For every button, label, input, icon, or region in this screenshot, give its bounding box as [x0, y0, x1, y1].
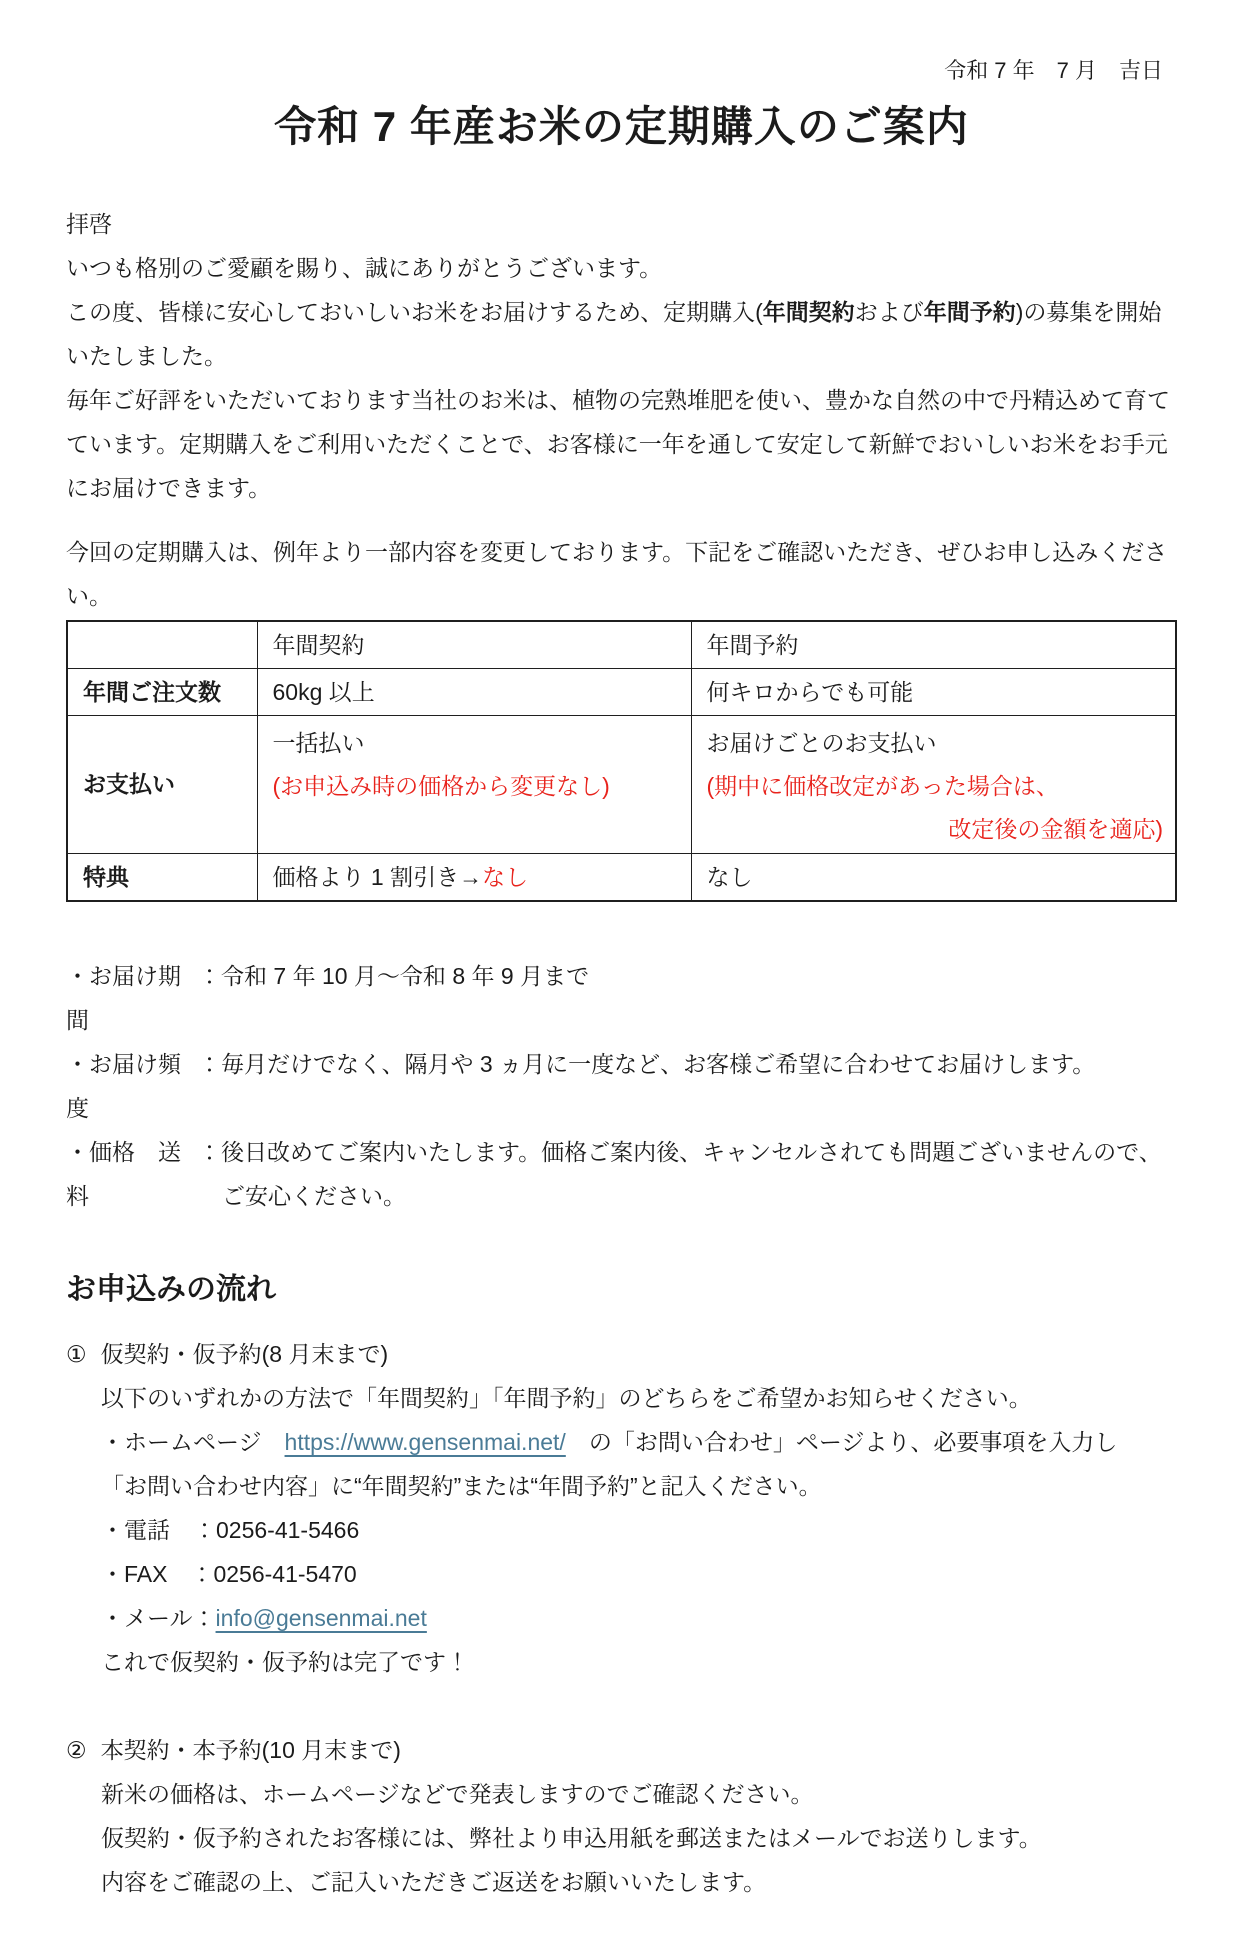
annual-reservation-bold: 年間予約	[923, 299, 1016, 325]
order-quantity-contract: 60kg 以上	[257, 669, 691, 716]
step2-body	[101, 1772, 1177, 1904]
price-shipping-text-wrap	[198, 1130, 1177, 1218]
benefit-contract-plain: 価格より 1 割引き→	[272, 864, 483, 890]
greeting-line-3: 毎年ご好評をいただいております当社のお米は、植物の完熟堆肥を使い、豊かな自然の中で丹精込めて育てています。定期購入をご利用いただくことで、お客様に一年を通して安定して新鮮でおいしいお米をお手元にお届けできます。	[66, 387, 1170, 501]
order-quantity-reservation: 何キロからでも可能	[691, 669, 1176, 716]
delivery-details-section	[66, 954, 1177, 1218]
payment-label: お支払い	[67, 716, 257, 854]
step1-title-row	[66, 1332, 1177, 1376]
step1-homepage-line	[101, 1420, 1177, 1464]
benefit-row	[67, 854, 1176, 902]
step2-title: 本契約・本予約(10 月末まで)	[100, 1737, 401, 1763]
step2-number-icon: ②	[66, 1737, 87, 1763]
order-quantity-label: 年間ご注文数	[67, 669, 257, 716]
benefit-label: 特典	[67, 854, 257, 902]
step1-homepage-line-2: 「お問い合わせ内容」に“年間契約”または“年間予約”と記入ください。	[101, 1473, 822, 1499]
price-shipping-text-cont: ご安心ください。	[222, 1183, 406, 1209]
step1-tel-line: ・電話 ：0256-41-5466	[101, 1517, 360, 1543]
step2-line-2: 仮契約・仮予約されたお客様には、弊社より申込用紙を郵送またはメールでお送りします。	[101, 1825, 1042, 1851]
delivery-frequency-text: ：毎月だけでなく、隔月や 3 ヵ月に一度など、お客様ご希望に合わせてお届けします。	[198, 1051, 1096, 1077]
table-header-row	[67, 621, 1176, 669]
step2-line-3: 内容をご確認の上、ご記入いただきご返送をお願いいたします。	[101, 1869, 767, 1895]
payment-reservation-note-2: 改定後の金額を適応)	[948, 816, 1163, 842]
payment-reservation-main: お届けごとのお支払い	[706, 730, 937, 756]
plan-comparison-table	[66, 620, 1177, 902]
email-link[interactable]: info@gensenmai.net	[215, 1605, 427, 1631]
greeting-line-2	[66, 290, 1177, 378]
payment-reservation-note-1: (期中に価格改定があった場合は、	[706, 773, 1059, 799]
mail-label: ・メール：	[101, 1605, 216, 1631]
step1-fax-line: ・FAX ：0256-41-5470	[101, 1561, 357, 1587]
greeting-section	[66, 202, 1177, 510]
step1-body	[101, 1376, 1177, 1684]
annual-contract-bold: 年間契約	[762, 299, 855, 325]
table-header-reservation: 年間予約	[691, 621, 1176, 669]
payment-row	[67, 716, 1176, 854]
step2-title-row	[66, 1728, 1177, 1772]
step2-line-1: 新米の価格は、ホームページなどで発表しますのでご確認ください。	[101, 1781, 814, 1807]
price-shipping-row	[66, 1130, 1177, 1218]
table-header-empty-cell	[67, 621, 257, 669]
delivery-period-row	[66, 954, 1177, 1042]
page-title: 令和 7 年産お米の定期購入のご案内	[274, 103, 969, 150]
homepage-link[interactable]: https://www.gensenmai.net/	[284, 1429, 566, 1455]
payment-contract-note: (お申込み時の価格から変更なし)	[272, 773, 610, 799]
homepage-label: ・ホームページ	[101, 1429, 285, 1455]
order-quantity-row	[67, 669, 1176, 716]
salutation: 拝啓	[66, 211, 112, 237]
step1-title: 仮契約・仮予約(8 月末まで)	[100, 1341, 389, 1367]
step1-mail-line	[101, 1596, 1177, 1640]
table-header-contract: 年間契約	[257, 621, 691, 669]
step1-intro: 以下のいずれかの方法で「年間契約」「年間予約」のどちらをご希望かお知らせください。	[101, 1385, 1032, 1411]
payment-contract-cell	[257, 716, 691, 854]
greeting-line-2-pre: この度、皆様に安心しておいしいお米をお届けするため、定期購入(	[66, 299, 763, 325]
greeting-line-2-post: )の募集を開始いたしました。	[66, 299, 1162, 369]
benefit-contract-red: なし	[482, 864, 529, 890]
delivery-frequency-label: ・お届け頻度	[66, 1051, 181, 1121]
step2-section	[66, 1728, 1177, 1904]
date-line: 令和 7 年 7 月 吉日	[944, 58, 1163, 83]
price-shipping-label: ・価格 送料	[66, 1139, 181, 1209]
price-shipping-text: ：後日改めてご案内いたします。価格ご案内後、キャンセルされても問題ございませんので、	[198, 1139, 1162, 1165]
benefit-reservation: なし	[691, 854, 1176, 902]
delivery-period-text: ：令和 7 年 10 月～令和 8 年 9 月まで	[198, 963, 590, 989]
payment-contract-main: 一括払い	[272, 730, 365, 756]
table-intro-notice: 今回の定期購入は、例年より一部内容を変更しております。下記をご確認いただき、ぜひお申し込みください。	[66, 539, 1168, 609]
greeting-line-2-mid: および	[854, 299, 924, 325]
delivery-period-label: ・お届け期間	[66, 963, 181, 1033]
payment-reservation-cell	[691, 716, 1176, 854]
delivery-frequency-row	[66, 1042, 1177, 1130]
application-flow-heading: お申込みの流れ	[66, 1273, 276, 1306]
homepage-line-post: の「お問い合わせ」ページより、必要事項を入力し	[565, 1429, 1118, 1455]
greeting-line-1: いつも格別のご愛顧を賜り、誠にありがとうございます。	[66, 255, 663, 281]
step1-done-line: これで仮契約・仮予約は完了です！	[101, 1649, 469, 1675]
step1-number-icon: ①	[66, 1341, 87, 1367]
benefit-contract-cell	[257, 854, 691, 902]
step1-section	[66, 1332, 1177, 1684]
